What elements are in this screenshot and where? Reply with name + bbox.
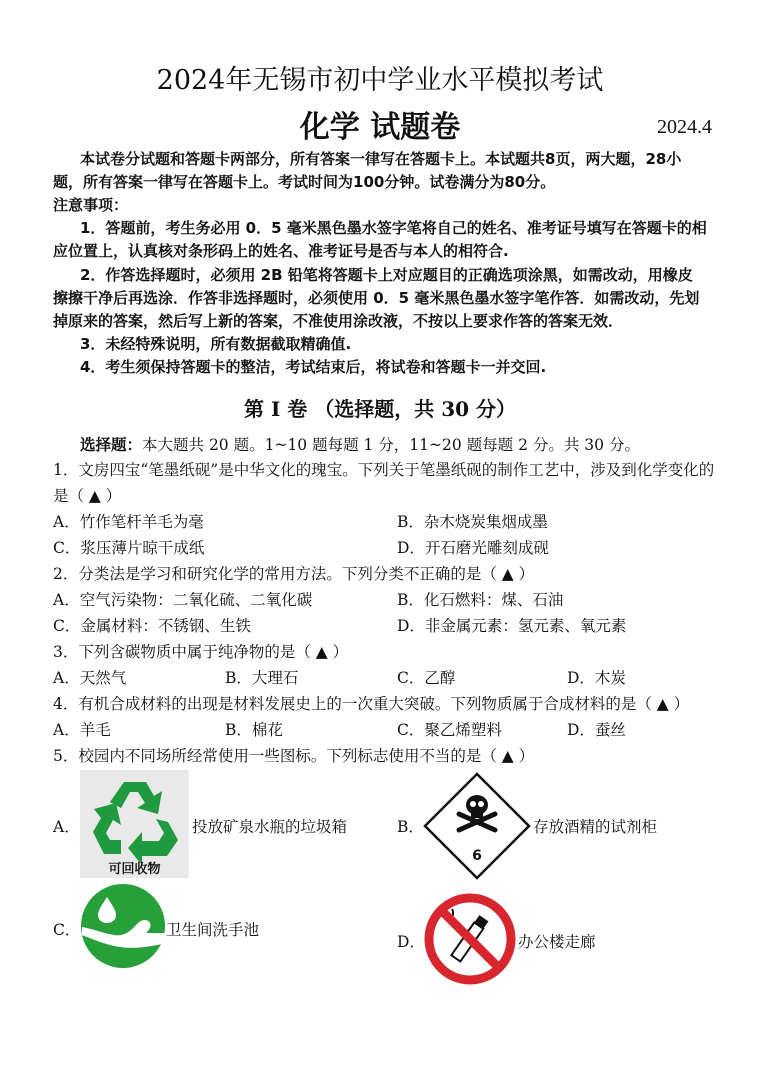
option-a: A．空气污染物：二氧化硫、二氧化碳	[53, 591, 313, 609]
question-stem: 4．有机合成材料的出现是材料发展史上的一次重大突破。下列物质属于合成材料的是（ ▲ ）	[53, 695, 690, 713]
option-b-text: 存放酒精的试剂柜	[533, 818, 658, 836]
question-stem: 2．分类法是学习和研究化学的常用方法。下列分类不正确的是（ ▲ ）	[53, 565, 535, 583]
option-b: B．大理石	[225, 669, 299, 687]
recycle-sign	[80, 770, 189, 878]
question-stem: 1．文房四宝“笔墨纸砚”是中华文化的瑰宝。下列关于笔墨纸砚的制作工艺中，涉及到化学变化的	[53, 461, 715, 479]
option-b: B．杂木烧炭集烟成墨	[397, 513, 548, 531]
water-saving-icon	[80, 883, 166, 969]
note-line: 1．答题前，考生务必用 0．5 毫米黑色墨水签字笔将自己的姓名、准考证号填写在答题卡的相	[80, 219, 707, 237]
option-d-letter: D．	[397, 933, 425, 951]
no-smoking-icon	[424, 893, 516, 985]
water-sign	[80, 883, 166, 969]
note-line: 应位置上，认真核对条形码上的姓名、准考证号是否与本人的相符合.	[53, 242, 509, 260]
note-line: 3．未经特殊说明，所有数据截取精确值.	[80, 335, 352, 353]
instruction-text: 本大题共 20 题。1~10 题每题 1 分，11~20 题每题 2 分。共 30 分。	[142, 436, 640, 454]
note-line: 擦擦干净后再选涂．作答非选择题时，必须使用 0．5 毫米黑色墨水签字笔作答．如需改动，先划	[53, 289, 700, 307]
option-c-letter: C．	[53, 921, 81, 939]
option-a-letter: A．	[53, 818, 80, 836]
instruction-label: 选择题：	[80, 435, 143, 454]
question-stem: 3．下列含碳物质中属于纯净物的是（ ▲ ）	[53, 643, 349, 661]
option-a: A．羊毛	[53, 721, 111, 739]
question-stem: 是（ ▲ ）	[53, 487, 122, 505]
no-smoking-sign	[424, 893, 516, 985]
option-a-text: 投放矿泉水瓶的垃圾箱	[192, 818, 348, 836]
option-d: D．蚕丝	[567, 721, 626, 739]
intro-line-2: 题，所有答案一律写在答题卡上。考试时间为100分钟。试卷满分为80分。	[53, 173, 556, 191]
option-c: C．浆压薄片晾干成纸	[53, 539, 205, 557]
exam-subtitle: 化学 试题卷	[299, 110, 461, 145]
note-line: 2．作答选择题时，必须用 2B 铅笔将答题卡上对应题目的正确选项涂黑，如需改动，用橡皮	[80, 266, 693, 284]
toxic-sign	[423, 772, 531, 880]
option-b-letter: B．	[397, 818, 424, 836]
option-c: C．乙醇	[397, 669, 456, 687]
option-d: D．开石磨光雕刻成砚	[397, 539, 549, 557]
section-title: 第 I 卷 （选择题，共 30 分）	[243, 397, 516, 421]
section-instruction	[80, 433, 640, 455]
intro-line-1: 本试卷分试题和答题卡两部分，所有答案一律写在答题卡上。本试题共8页，两大题，28小	[80, 150, 682, 168]
recycle-sign-label: 可回收物	[108, 862, 161, 877]
option-a: A．天然气	[53, 669, 127, 687]
note-line: 掉原来的答案，然后写上新的答案，不准使用涂改液，不按以上要求作答的答案无效．	[53, 312, 624, 330]
option-a: A．竹作笔杆羊毛为毫	[53, 513, 204, 531]
exam-date: 2024.4	[657, 116, 712, 138]
option-c: C．金属材料：不锈钢、生铁	[53, 617, 251, 635]
option-d: D．非金属元素：氢元素、氧元素	[397, 617, 627, 635]
exam-title: 2024年无锡市初中学业水平模拟考试	[156, 65, 604, 96]
notice-heading: 注意事项：	[53, 196, 129, 214]
option-b: B．棉花	[225, 721, 283, 739]
option-b: B．化石燃料：煤、石油	[397, 591, 564, 609]
toxic-class-number: 6	[472, 848, 482, 864]
option-d: D．木炭	[567, 669, 626, 687]
note-line: 4．考生须保持答题卡的整洁，考试结束后，将试卷和答题卡一并交回.	[80, 358, 547, 376]
option-d-text: 办公楼走廊	[518, 933, 596, 951]
option-c: C．聚乙烯塑料	[397, 721, 502, 739]
question-stem: 5．校园内不同场所经常使用一些图标。下列标志使用不当的是（ ▲ ）	[53, 747, 535, 765]
option-c-text: 卫生间洗手池	[166, 921, 260, 939]
